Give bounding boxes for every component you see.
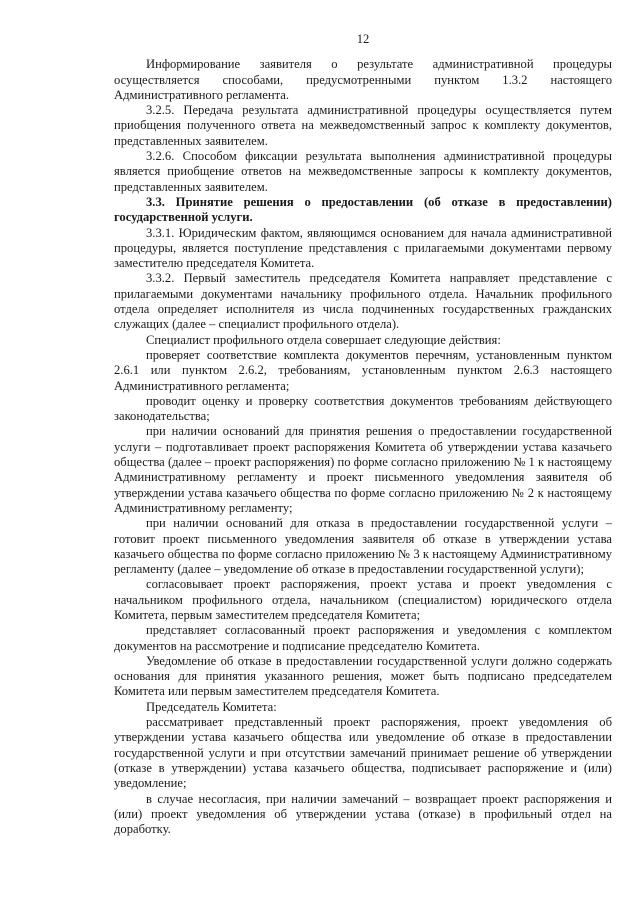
list-item-check-documents: проверяет соответствие комплекта документов перечням, установленным пунктом 2.6.1 или пунктом 2.6.2, требованиям, установленным пунктом 2.6.3 настоящего Административного регламента;	[114, 347, 612, 393]
list-item-prepare-order: при наличии оснований для принятия решения о предоставлении государственной услуги – подготавливает проект распоряжения Комитета об утверждении устава казачьего общества (далее – проект распоряжения) по форме согласно приложению № 1 к настоящему Административному регламенту и проект письменного уведомления заявителя об утверждении устава казачьего общества по форме согласно приложению № 2 к настоящему Административному регламенту;	[114, 424, 612, 515]
section-heading-3-3: 3.3. Принятие решения о предоставлении (об отказе в предоставлении) государственной услуги.	[114, 194, 612, 225]
paragraph-informing: Информирование заявителя о результате административной процедуры осуществляется способами, предусмотренными пунктом 1.3.2 настоящего Административного регламента.	[114, 57, 612, 102]
paragraph-refusal-notice: Уведомление об отказе в предоставлении государственной услуги должно содержать основания для принятия указанного решения, может быть подписано председателем Комитета или первым заместителем председателя Комитета.	[114, 653, 612, 699]
paragraph-3-3-2: 3.3.2. Первый заместитель председателя Комитета направляет представление с прилагаемыми документами начальнику профильного отдела. Начальник профильного отдела определяет исполнителя из числа подчиненных государственных гражданских служащих (далее – специалист профильного отдела).	[114, 271, 612, 332]
list-item-coordinate: согласовывает проект распоряжения, проект устава и проект уведомления с начальником профильного отдела, начальником (специалистом) юридического отдела Комитета, первым заместителем председателя Комитета;	[114, 577, 612, 622]
paragraph-3-3-1: 3.3.1. Юридическим фактом, являющимся основанием для начала административной процедуры, является поступление представления с прилагаемыми документами первому заместителю председателя Комитета.	[114, 225, 612, 271]
paragraph-chairman: Председатель Комитета:	[146, 699, 277, 714]
list-item-chairman-return: в случае несогласия, при наличии замечаний – возвращает проект распоряжения и (или) проект уведомления об утверждении устава (отказе) в профильный отдел на доработку.	[114, 791, 612, 837]
list-item-prepare-refusal: при наличии оснований для отказа в предоставлении государственной услуги – готовит проект письменного уведомления заявителя об отказе в утверждении устава казачьего общества по форме согласно приложению № 3 к настоящему Административному регламенту (далее – уведомление об отказе в предоставлении государственной услуги);	[114, 516, 612, 577]
paragraph-specialist-actions: Специалист профильного отдела совершает следующие действия:	[146, 332, 501, 347]
page-number: 12	[356, 32, 370, 46]
list-item-chairman-review: рассматривает представленный проект распоряжения, проект уведомления об утверждении устава казачьего общества или уведомление об отказе в предоставлении государственной услуги и при отсутствии замечаний принимает решение об утверждении (отказе в утверждении) устава казачьего общества, подписывает распоряжение и (или) уведомление;	[114, 715, 612, 791]
paragraph-3-2-6: 3.2.6. Способом фиксации результата выполнения административной процедуры является приобщение ответов на межведомственные запросы к комплекту документов, представленных заявителем.	[114, 149, 612, 194]
paragraph-3-2-5: 3.2.5. Передача результата административной процедуры осуществляется путем приобщения полученного ответа на межведомственный запрос к комплекту документов, представленных заявителем.	[114, 103, 612, 148]
list-item-evaluate-documents: проводит оценку и проверку соответствия документов требованиям действующего законодательства;	[114, 393, 612, 424]
list-item-submit: представляет согласованный проект распоряжения и уведомления с комплектом документов на рассмотрение и подписание председателю Комитета.	[114, 623, 612, 653]
